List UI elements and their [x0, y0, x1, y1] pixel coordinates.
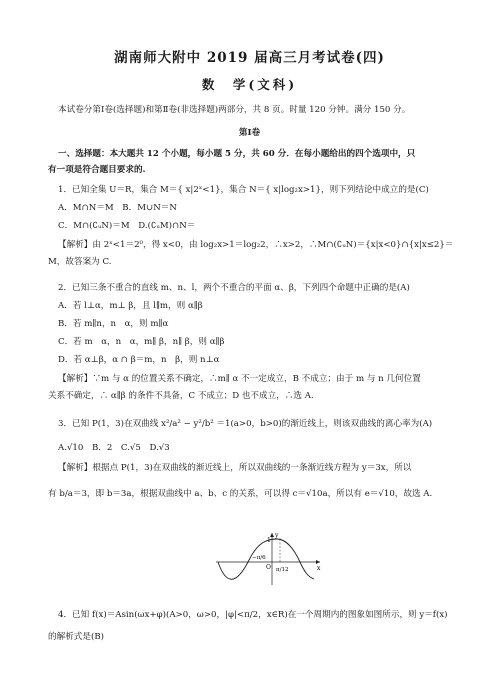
exam-subject: 数 学(文科) — [201, 77, 298, 92]
q2-solution-line1: 【解析】∵m 与 α 的位置关系不确定，∴m∥ α 不一定成立，B 不成立；由于 m 与 n 几何位置 — [58, 374, 421, 384]
q1-solution-line1: 【解析】由 2ˣ<1＝2⁰，得 x<0，由 log₂x>1＝log₂2，∴x>2，∴M∩(∁ᵤN)＝{x|x<0}∩{x|x≤2}＝ — [58, 240, 454, 250]
x-axis-label: x — [317, 565, 321, 572]
right-tick-label: π/12 — [276, 567, 289, 573]
sine-graph-figure — [214, 531, 324, 587]
q2-option-a: A．若 l⊥α，m⊥ β，且 l∥m，则 α∥β — [58, 301, 203, 311]
q3-solution-line1: 【解析】根据点 P(1，3)在双曲线的渐近线上，所以双曲线的一条渐近线方程为 y＝3x，所以 — [58, 463, 412, 473]
exam-title: 湖南师大附中 2019 届高三月考试卷(四) — [114, 50, 385, 66]
q2-option-c: C．若 m α，n α，m∥ β，n∥ β，则 α∥β — [58, 337, 225, 347]
q2-option-b: B．若 m∥n，n α，则 m∥α — [58, 319, 169, 329]
q4-stem-line2: 的解析式是(B) — [48, 632, 104, 642]
section-heading-line1: 一、选择题：本大题共 12 个小题，每小题 5 分，共 60 分．在每小题给出的四个选项中，只 — [58, 149, 416, 159]
q2-option-d: D．若 α⊥β，α ∩ β＝m，n β，则 n⊥α — [58, 355, 220, 365]
q1-options-cd: C．M∩(∁ᵤN)＝M D.(∁ᵤM)∩N＝ — [58, 221, 196, 231]
exam-intro: 本试卷分第Ⅰ卷(选择题)和第Ⅱ卷(非选择题)两部分，共 8 页。时量 120 分钟。满分 150 分。 — [58, 105, 411, 115]
q3-solution-line2: 有 b/a＝3，即 b＝3a，根据双曲线中 a、b、c 的关系，可以得 c＝√10a，所以有 e＝√10，故选 A. — [48, 489, 433, 499]
sine-curve — [218, 539, 314, 579]
q1-options-ab: A．M∩N＝M B．M∪N＝N — [58, 203, 177, 213]
x-axis-arrow — [316, 560, 320, 564]
q1-stem: 1．已知全集 U＝R，集合 M＝{ x|2ˣ<1}，集合 N＝{ x|log₂x>1}，则下列结论中成立的是(C) — [58, 185, 429, 195]
q3-options: A.√10 B．2 C.√5 D.√3 — [58, 443, 170, 453]
volume-heading: 第Ⅰ卷 — [238, 128, 261, 138]
q4-stem: 4．已知 f(x)＝Asin(ωx+φ)(A>0，ω>0，|φ|<π/2，x∈R)在一个周期内的图象如图所示，则 y＝f(x) — [58, 610, 448, 620]
origin-label: O — [266, 564, 271, 571]
y-axis-label: y — [275, 532, 279, 539]
q2-stem: 2．已知三条不重合的直线 m、n、l，两个不重合的平面 α、β，下列四个命题中正确的是(A) — [58, 283, 410, 293]
q1-solution-line2: M，故答案为 C. — [48, 257, 112, 267]
section-heading-line2: 有一项是符合题目要求的. — [48, 165, 146, 175]
q2-solution-line2: 关系不确定，∴ α∥β 的条件不具备，C 不成立；D 也不成立，∴选 A. — [48, 391, 314, 401]
left-tick-label: −π/6 — [252, 555, 266, 561]
max-value-label: 1 — [267, 537, 271, 544]
q3-stem: 3．已知 P(1，3)在双曲线 x²/a² − y²/b² ＝1(a>0，b>0)的渐近线上，则该双曲线的离心率为(A) — [58, 419, 433, 429]
